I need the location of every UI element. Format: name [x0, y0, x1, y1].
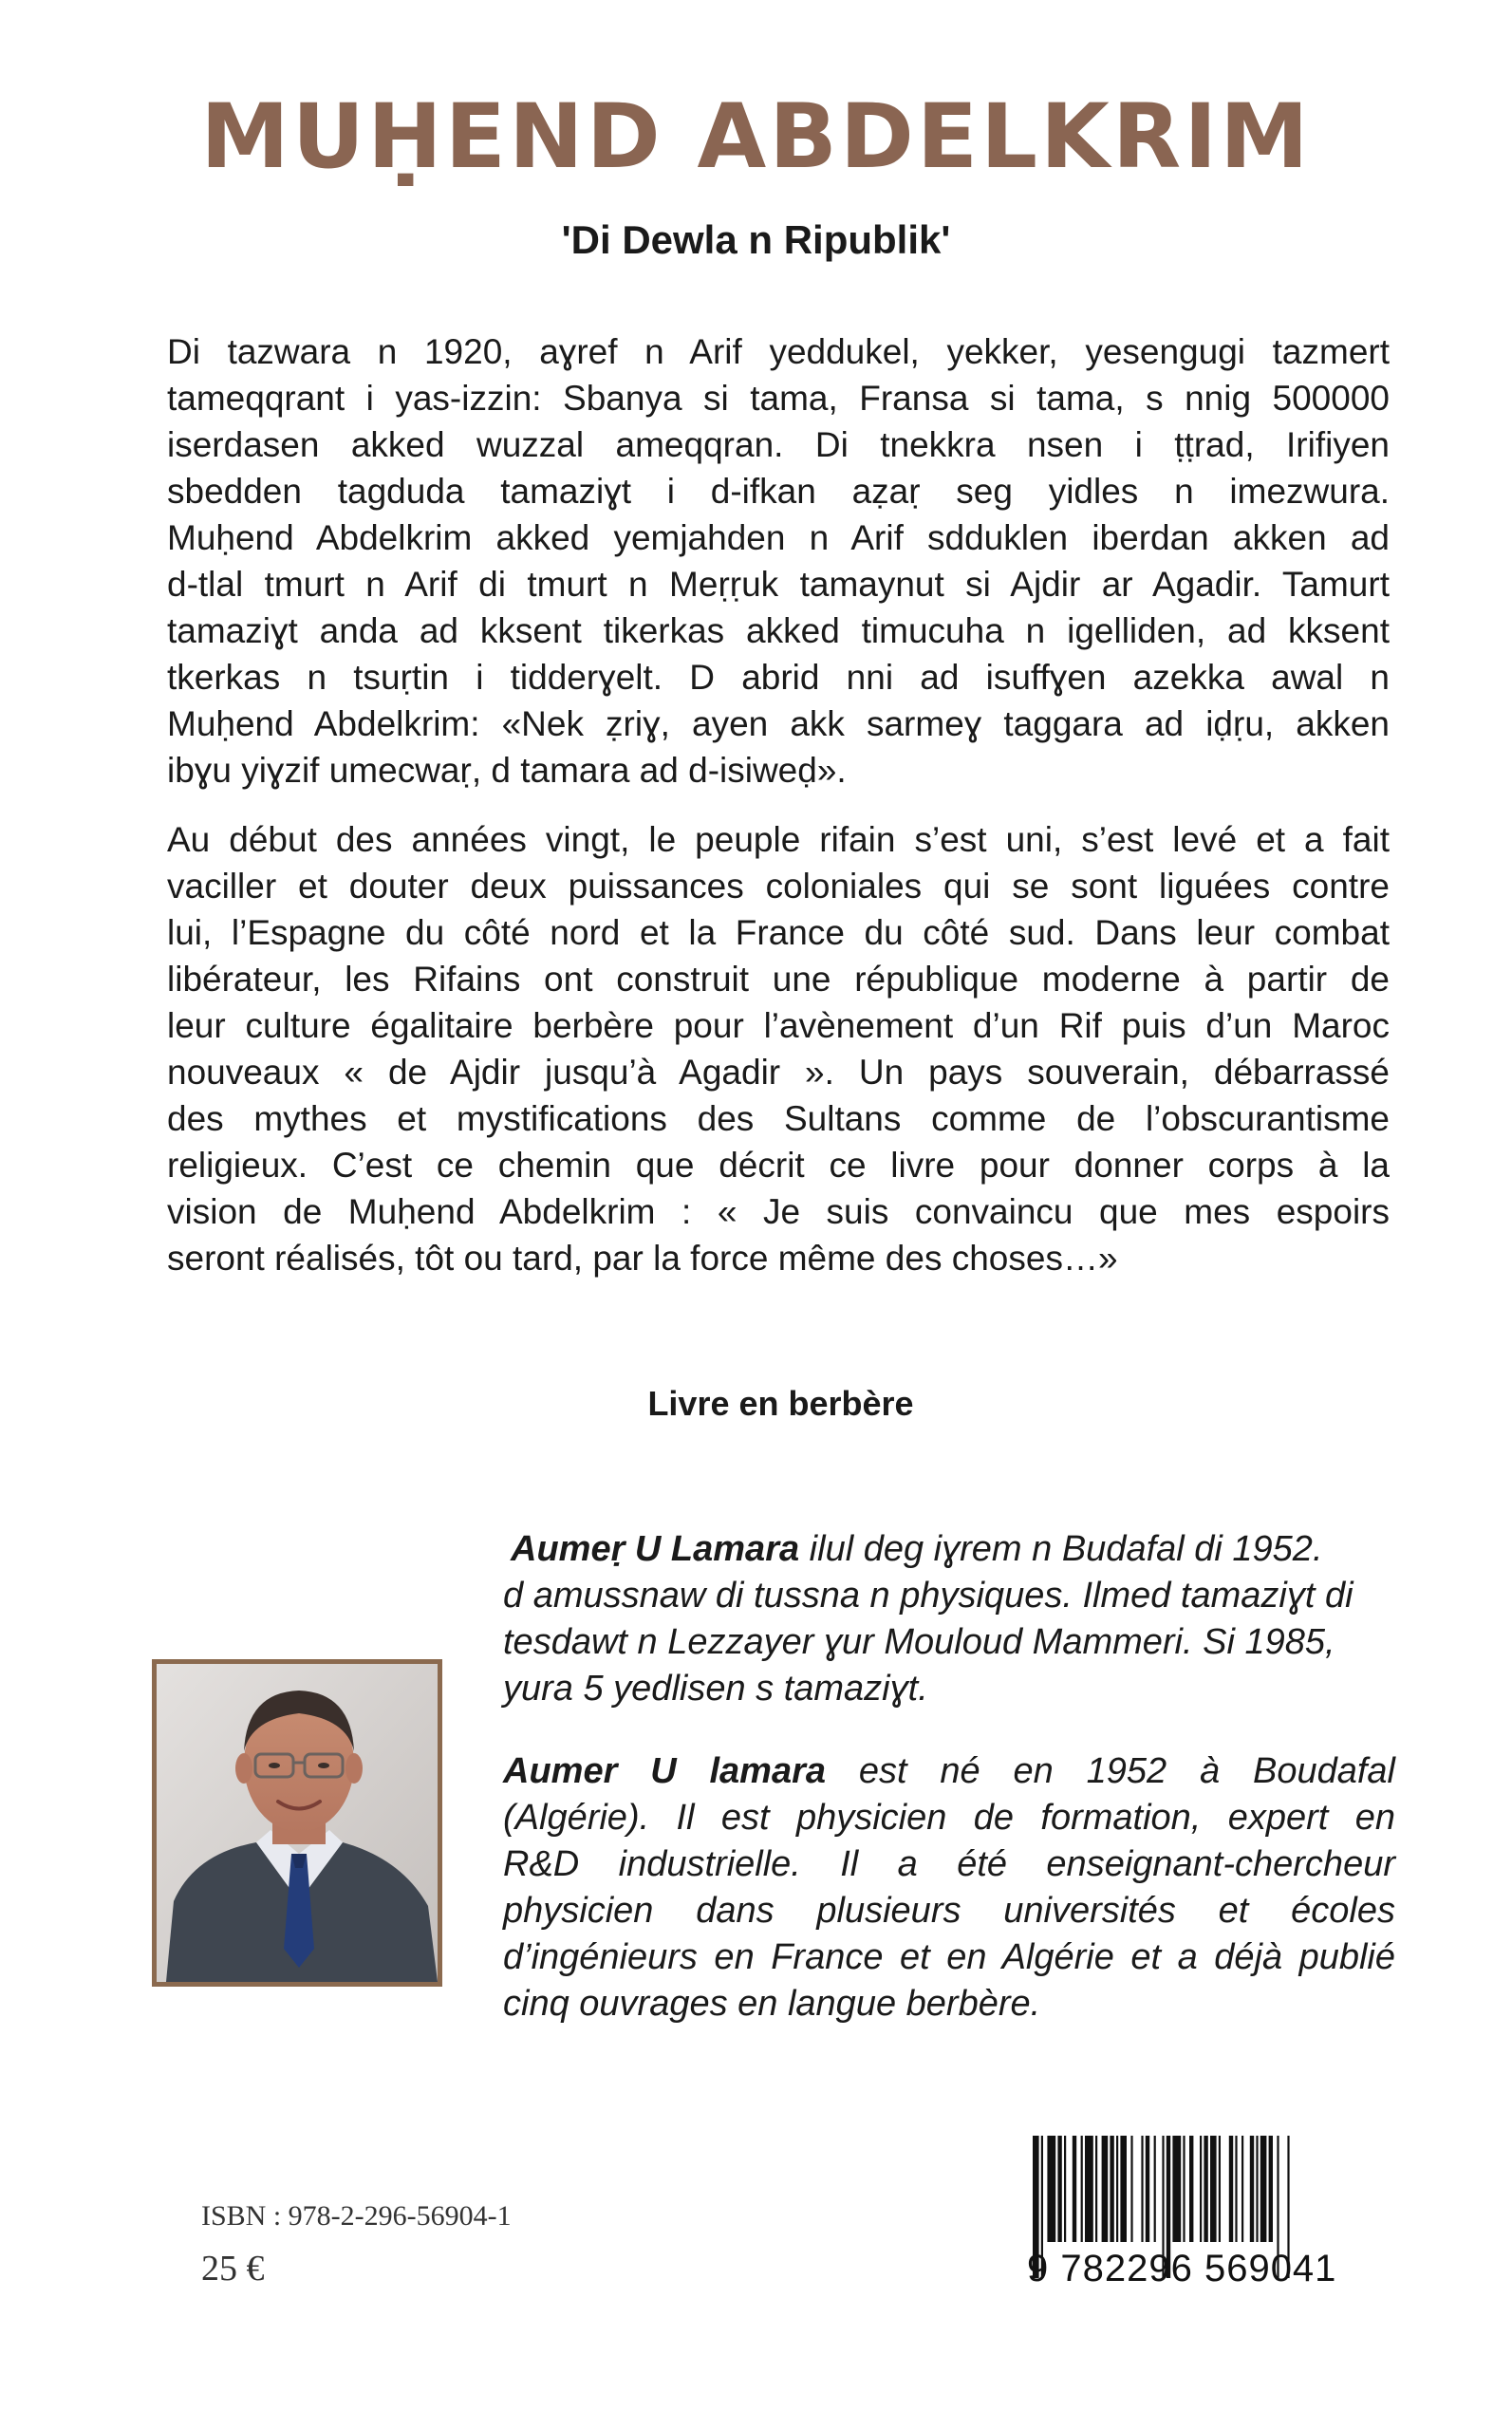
barcode-bar [1130, 2136, 1132, 2242]
barcode-bar [1120, 2136, 1127, 2242]
berber-line: Muḥend Abdelkrim akked yemjahden n Arif sdduklen iberdan akken ad [167, 518, 1390, 557]
berber-line: tkerkas n tsuṛtin i tidderɣelt. D abrid nni ad isuffɣen azekka awal n [167, 658, 1390, 697]
berber-summary [167, 328, 1390, 794]
french-line: seront réalisés, tôt ou tard, par la force même des choses…» [167, 1239, 1118, 1278]
barcode-bar [1235, 2136, 1237, 2242]
barcode-bar [1057, 2136, 1061, 2242]
barcode-bar [1256, 2136, 1258, 2242]
barcode-bar [1095, 2136, 1097, 2242]
french-line: vision de Muḥend Abdelkrim : « Je suis convaincu que mes espoirs [167, 1192, 1390, 1231]
barcode-bar [1116, 2136, 1118, 2242]
french-line: lui, l’Espagne du côté nord et la France du côté sud. Dans leur combat [167, 913, 1390, 952]
barcode-bar [1102, 2136, 1109, 2242]
barcode-bar [1146, 2136, 1149, 2242]
berber-line: Di tazwara n 1920, aɣref n Arif yeddukel, yekker, yesengugi tazmert [167, 332, 1390, 371]
barcode-bar [1064, 2136, 1066, 2242]
barcode-bar [1250, 2136, 1254, 2242]
barcode-icon [1027, 2136, 1405, 2326]
barcode-bar [1085, 2136, 1093, 2242]
barcode-bar [1073, 2136, 1076, 2242]
french-line: religieux. C’est ce chemin que décrit ce livre pour donner corps à la [167, 1146, 1390, 1185]
barcode-bar [1154, 2136, 1156, 2242]
barcode-bar [1269, 2136, 1273, 2242]
book-title: MUḤEND ABDELKRIM [200, 85, 1312, 189]
berber-line: ibɣu yiɣzif umecwaṛ, d tamara ad d-isiweḍ». [167, 751, 847, 790]
author-name: Aumer U lamara [503, 1751, 827, 1791]
author-photo [152, 1659, 442, 1987]
barcode-bar [1229, 2136, 1233, 2242]
barcode-bar [1200, 2136, 1202, 2242]
berber-line: d-tlal tmurt n Arif di tmurt n Meṛṛuk tamaynut si Ajdir ar Agadir. Tamurt [167, 565, 1390, 604]
barcode-bar [1241, 2136, 1243, 2242]
isbn-number: ISBN : 978-2-296-56904-1 [201, 2200, 512, 2232]
french-line: des mythes et mystifications des Sultans comme de l’obscurantisme [167, 1099, 1390, 1138]
author-bio-berber: Aumeṛ U Lamara ilul deg iɣrem n Budafal di 1952. d amussnaw di tussna n physiques. Ilmed tamaziɣt di tesdawt n Lezzayer ɣur Mouloud Mammeri. Si 1985, yura 5 yedlisen s tamaziɣt. [503, 1529, 1353, 1709]
berber-line: Muḥend Abdelkrim: «Nek ẓriɣ, ayen akk sarmeɣ taggara ad iḍṛu, akken [167, 704, 1390, 743]
barcode-bar [1047, 2136, 1055, 2242]
french-line: vaciller et douter deux puissances coloniales qui se sont liguées contre [167, 867, 1390, 906]
book-subtitle: 'Di Dewla n Ripublik' [561, 217, 951, 262]
author-name: Aumeṛ U Lamara [511, 1529, 800, 1569]
berber-line: iserdasen akked wuzzal ameqqran. Di tnekkra nsen i ṭṭrad, Irifiyen [167, 425, 1390, 464]
french-line: nouveaux « de Ajdir jusqu’à Agadir ». Un pays souverain, débarrassé [167, 1053, 1390, 1092]
french-line: leur culture égalitaire berbère pour l’avènement d’un Rif puis d’un Maroc [167, 1006, 1390, 1045]
barcode-bar [1219, 2136, 1221, 2242]
barcode-bar [1210, 2136, 1217, 2242]
berber-line: sbedden tagduda tamaziɣt i d-ifkan aẓaṛ seg yidles n imezwura. [167, 472, 1390, 511]
price: 25 € [201, 2249, 265, 2289]
barcode-bar [1204, 2136, 1207, 2242]
language-label: Livre en berbère [647, 1384, 914, 1423]
barcode-bar [1081, 2136, 1083, 2242]
author-portrait-icon [157, 1664, 438, 1982]
french-summary [167, 816, 1390, 1281]
barcode-bar [1172, 2136, 1181, 2242]
french-line: Au début des années vingt, le peuple rifain s’est uni, s’est levé et a fait [167, 820, 1390, 859]
berber-line: tameqqrant i yas-izzin: Sbanya si tama, Fransa si tama, s nnig 500000 [167, 379, 1390, 418]
author-bio-french: Aumer U lamara est né en 1952 à Boudafal (Algérie). Il est physicien de formation, expert en R&D industrielle. Il a été enseignant-chercheur physicien dans plusieurs universités et écoles d’ingénieurs en France et en Algérie et a déjà publié cinq ouvrages en langue berbère. [503, 1751, 1395, 2024]
french-line: libérateur, les Rifains ont construit une république moderne à partir de [167, 960, 1390, 999]
barcode-bar [1189, 2136, 1193, 2242]
barcode-bar [1260, 2136, 1267, 2242]
barcode-bar [1183, 2136, 1185, 2242]
barcode-bar [1141, 2136, 1143, 2242]
berber-line: tamaziɣt anda ad kksent tikerkas akked timucuha n igelliden, ad kksent [167, 611, 1390, 650]
barcode-digits: 9 782296 569041 [1027, 2248, 1337, 2289]
barcode-bar [1110, 2136, 1113, 2242]
